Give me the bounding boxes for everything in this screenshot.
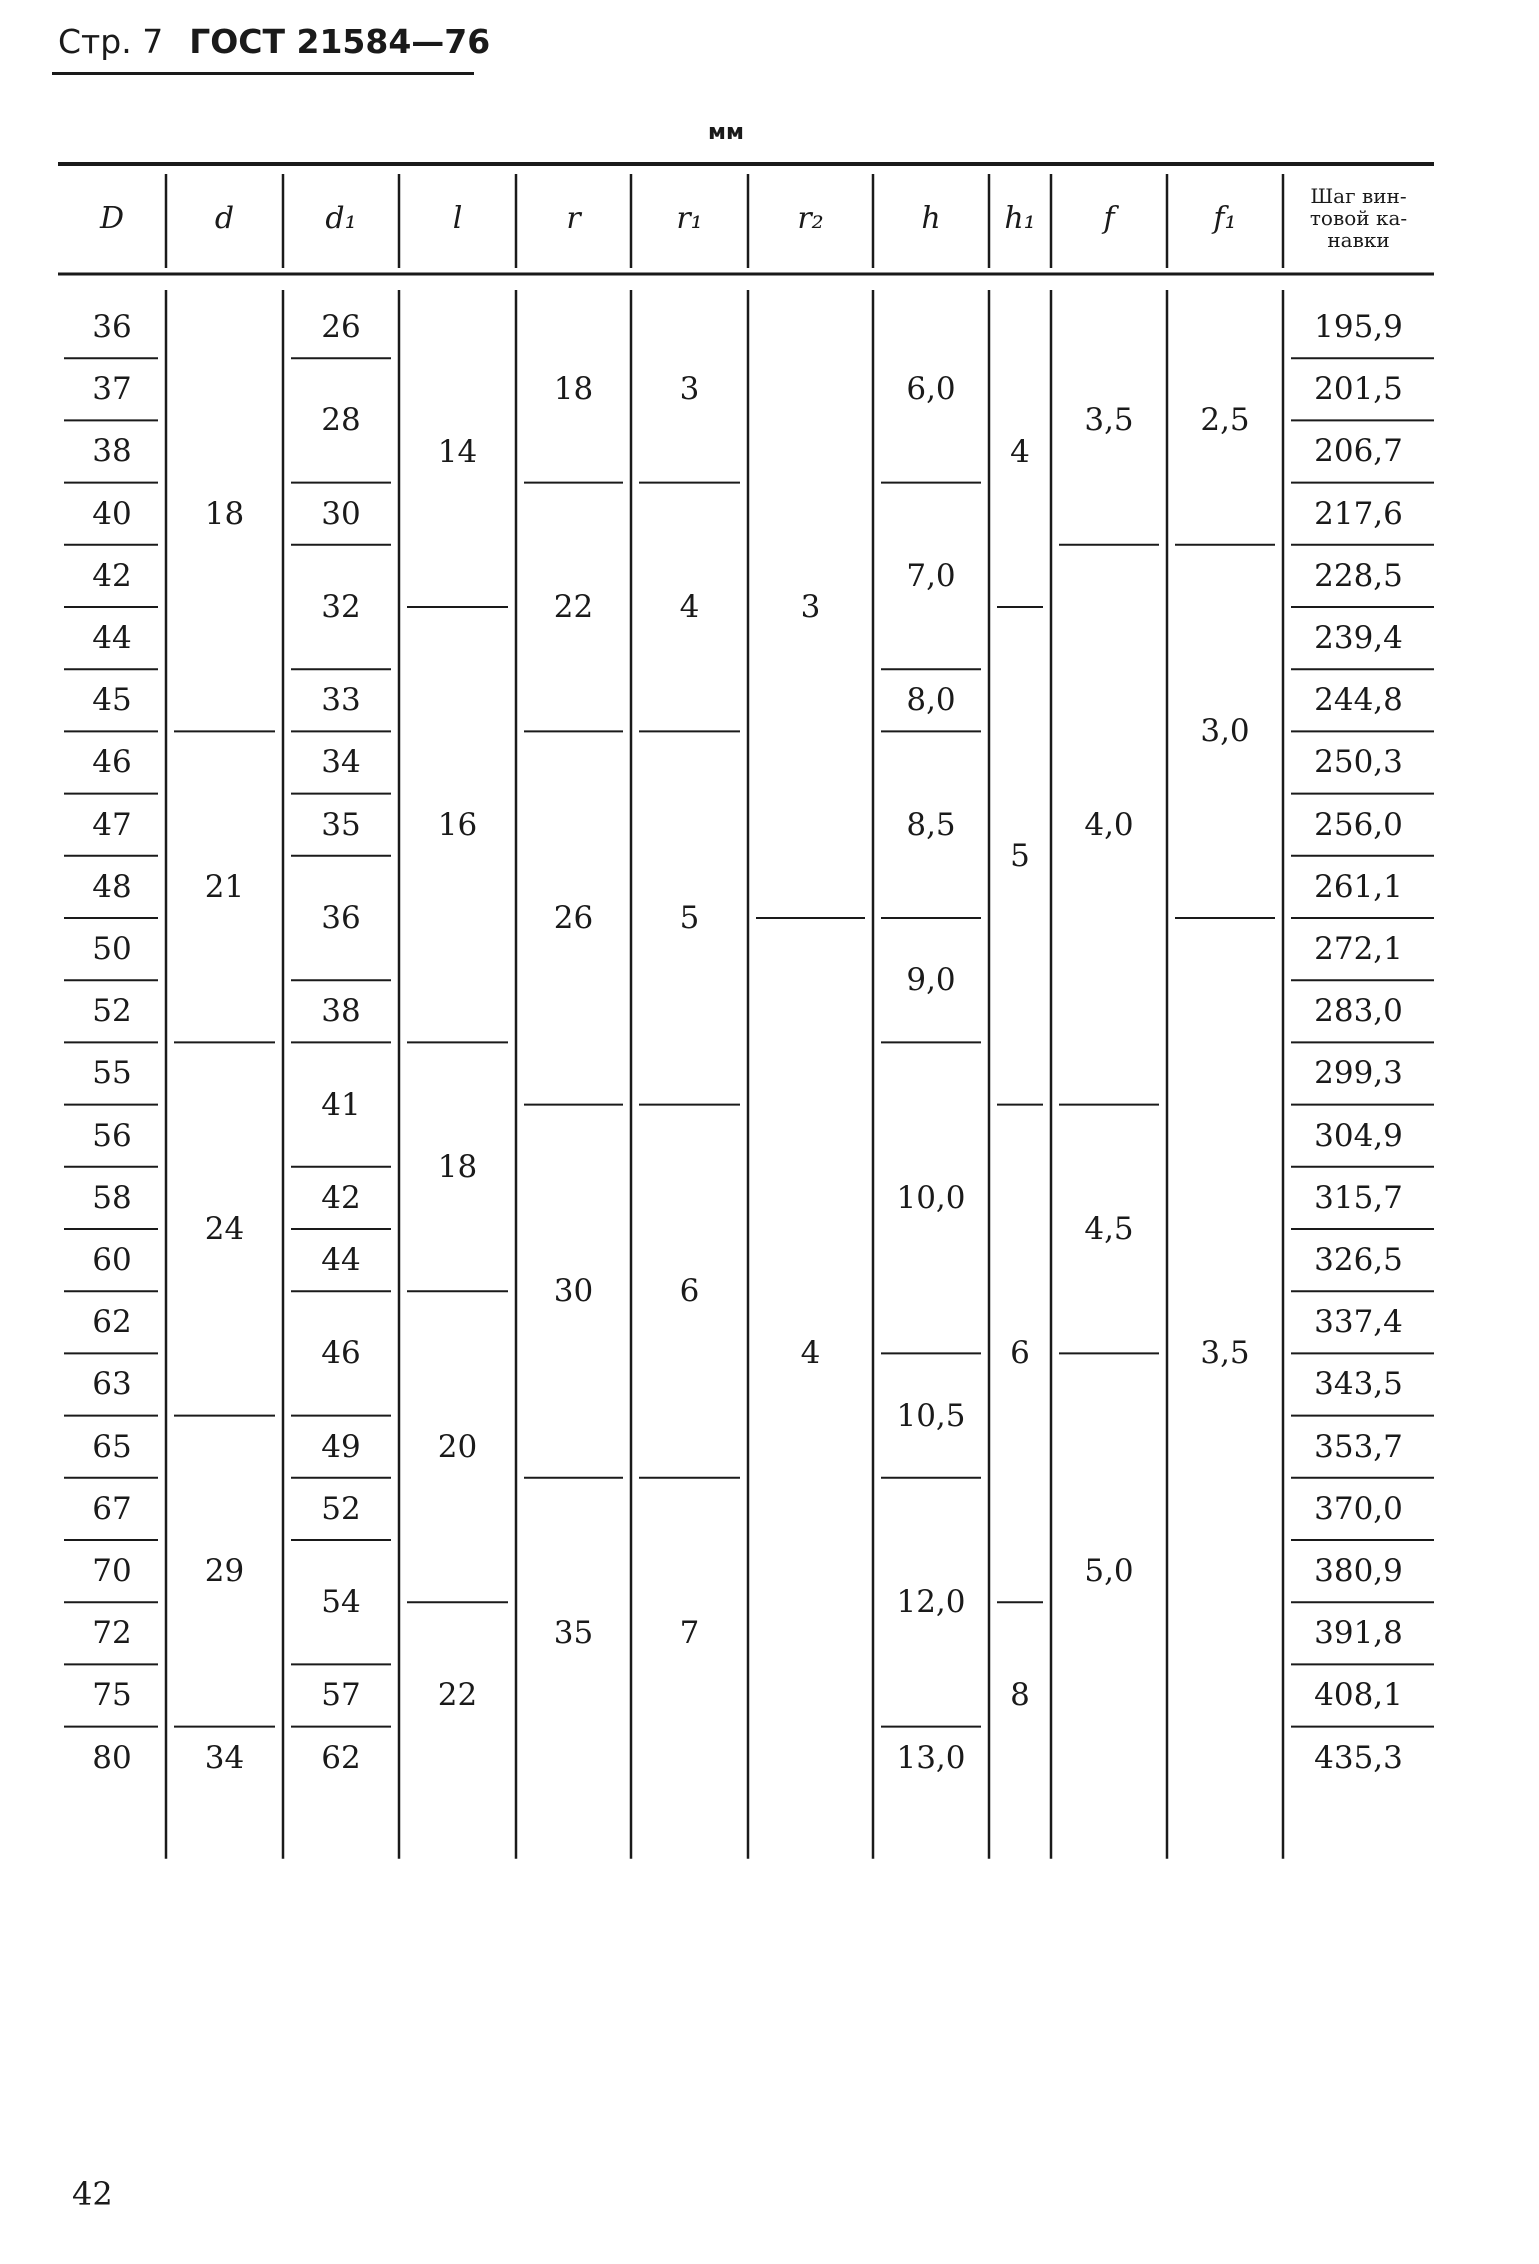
cell-pitch: 195,9	[1314, 309, 1403, 346]
column-header-d: d	[214, 200, 235, 236]
dimensions-table	[58, 162, 1434, 1822]
pitch-header-line: Шаг вин-	[1310, 184, 1407, 208]
cell-h: 8,5	[906, 806, 956, 843]
cell-pitch: 217,6	[1314, 495, 1403, 532]
cell-d1: 41	[321, 1086, 361, 1123]
column-header-r2: r₂	[797, 200, 824, 236]
cell-r: 22	[553, 588, 594, 625]
cell-d1: 44	[321, 1242, 361, 1279]
cell-pitch: 261,1	[1314, 868, 1403, 905]
cell-f1: 3,0	[1200, 713, 1250, 750]
cell-pitch: 370,0	[1314, 1490, 1403, 1527]
cell-pitch: 315,7	[1314, 1179, 1403, 1216]
cell-D: 44	[92, 620, 132, 657]
cell-f: 4,5	[1084, 1210, 1134, 1247]
cell-d1: 26	[321, 309, 361, 346]
cell-d1: 38	[321, 993, 361, 1030]
cell-f1: 3,5	[1200, 1335, 1250, 1372]
header-rule	[52, 72, 474, 75]
cell-d1: 42	[321, 1179, 361, 1216]
cell-pitch: 244,8	[1314, 682, 1403, 719]
cell-D: 62	[92, 1304, 132, 1341]
cell-r2: 4	[800, 1335, 821, 1372]
cell-d1: 32	[321, 588, 361, 625]
cell-d1: 54	[321, 1584, 361, 1621]
pitch-header-line: навки	[1327, 228, 1390, 252]
column-header-D: D	[99, 200, 125, 236]
cell-D: 50	[92, 931, 132, 968]
column-header-pitch	[1283, 162, 1434, 274]
cell-h: 13,0	[896, 1739, 966, 1776]
cell-pitch: 380,9	[1314, 1553, 1403, 1590]
cell-d1: 49	[321, 1428, 361, 1465]
cell-D: 46	[92, 744, 132, 781]
cell-h: 8,0	[906, 682, 956, 719]
cell-h: 7,0	[906, 557, 956, 594]
cell-pitch: 337,4	[1314, 1304, 1403, 1341]
pitch-header-line: товой ка-	[1309, 206, 1408, 230]
cell-D: 65	[92, 1428, 132, 1465]
column-header-f1: f₁	[1213, 200, 1237, 236]
cell-f: 3,5	[1084, 402, 1134, 439]
cell-d: 24	[204, 1210, 245, 1247]
cell-pitch: 256,0	[1314, 806, 1403, 843]
cell-D: 45	[92, 682, 132, 719]
cell-pitch: 326,5	[1314, 1242, 1403, 1279]
units-label: мм	[708, 120, 744, 145]
cell-pitch: 435,3	[1314, 1739, 1403, 1776]
column-header-f: f	[1103, 200, 1115, 236]
cell-r1: 7	[679, 1615, 700, 1652]
cell-l: 20	[437, 1428, 478, 1465]
cell-l: 16	[437, 806, 478, 843]
cell-D: 67	[92, 1490, 132, 1527]
page-header	[58, 22, 490, 61]
standard-number: ГОСТ 21584—76	[189, 22, 491, 61]
cell-r: 18	[553, 371, 594, 408]
cell-d1: 28	[321, 402, 361, 439]
cell-h: 12,0	[896, 1584, 966, 1621]
column-header-d1: d₁	[325, 200, 357, 236]
cell-r2: 3	[800, 589, 821, 625]
cell-r: 26	[553, 899, 594, 936]
column-header-h1: h₁	[1004, 200, 1036, 236]
cell-d: 29	[204, 1553, 245, 1590]
cell-D: 63	[92, 1366, 132, 1403]
cell-d1: 52	[321, 1490, 361, 1527]
cell-f: 5,0	[1084, 1553, 1134, 1590]
cell-h: 10,0	[896, 1179, 966, 1216]
cell-h1: 5	[1010, 837, 1030, 874]
cell-r1: 6	[679, 1273, 700, 1310]
cell-l: 14	[437, 433, 478, 470]
cell-D: 36	[92, 309, 132, 346]
cell-pitch: 391,8	[1314, 1615, 1403, 1652]
cell-r1: 3	[679, 371, 700, 408]
cell-pitch: 228,5	[1314, 557, 1403, 594]
cell-pitch: 201,5	[1314, 371, 1403, 408]
cell-d1: 62	[321, 1739, 361, 1776]
cell-d: 34	[204, 1739, 245, 1776]
cell-D: 56	[92, 1117, 132, 1154]
column-header-l: l	[452, 200, 463, 236]
cell-pitch: 250,3	[1314, 744, 1403, 781]
cell-h1: 6	[1010, 1335, 1030, 1372]
page-number: 42	[72, 2175, 113, 2213]
cell-d1: 57	[321, 1677, 361, 1714]
cell-pitch: 304,9	[1314, 1117, 1403, 1154]
cell-d: 18	[204, 495, 245, 532]
cell-r: 30	[553, 1273, 594, 1310]
cell-pitch: 239,4	[1314, 620, 1403, 657]
column-header-r1: r₁	[676, 200, 703, 236]
cell-f: 4,0	[1084, 806, 1134, 843]
cell-pitch: 206,7	[1314, 433, 1403, 470]
cell-D: 52	[92, 993, 132, 1030]
cell-l: 18	[437, 1148, 478, 1185]
column-header-h: h	[921, 200, 941, 236]
column-header-r: r	[566, 200, 581, 236]
cell-pitch: 353,7	[1314, 1428, 1403, 1465]
cell-D: 80	[92, 1739, 132, 1776]
cell-d1: 35	[321, 806, 361, 843]
cell-pitch: 343,5	[1314, 1366, 1403, 1403]
cell-l: 22	[437, 1677, 478, 1714]
cell-h: 9,0	[906, 962, 956, 999]
cell-f1: 2,5	[1200, 402, 1250, 439]
cell-D: 47	[92, 806, 132, 843]
cell-d1: 46	[321, 1335, 361, 1372]
cell-D: 37	[92, 371, 132, 408]
cell-D: 48	[92, 868, 132, 905]
cell-D: 40	[92, 495, 132, 532]
cell-d: 21	[204, 868, 245, 905]
cell-d1: 36	[321, 899, 361, 936]
cell-pitch: 272,1	[1314, 931, 1403, 968]
cell-pitch: 283,0	[1314, 993, 1403, 1030]
cell-h: 10,5	[896, 1397, 966, 1434]
cell-D: 58	[92, 1179, 132, 1216]
cell-D: 60	[92, 1242, 132, 1279]
cell-D: 75	[92, 1677, 132, 1714]
cell-d1: 33	[321, 682, 361, 719]
cell-pitch: 408,1	[1314, 1677, 1403, 1714]
cell-d1: 34	[321, 744, 361, 781]
cell-h1: 4	[1010, 433, 1030, 470]
cell-pitch: 299,3	[1314, 1055, 1403, 1092]
cell-r1: 4	[679, 588, 700, 625]
cell-d1: 30	[321, 495, 361, 532]
page-label: Стр. 7	[58, 22, 164, 61]
cell-h1: 8	[1010, 1677, 1030, 1714]
cell-D: 70	[92, 1553, 132, 1590]
cell-r: 35	[553, 1615, 594, 1652]
cell-D: 38	[92, 433, 132, 470]
cell-D: 72	[92, 1615, 132, 1652]
cell-D: 55	[92, 1055, 132, 1092]
cell-r1: 5	[679, 899, 700, 936]
cell-h: 6,0	[906, 371, 956, 408]
cell-D: 42	[92, 557, 132, 594]
